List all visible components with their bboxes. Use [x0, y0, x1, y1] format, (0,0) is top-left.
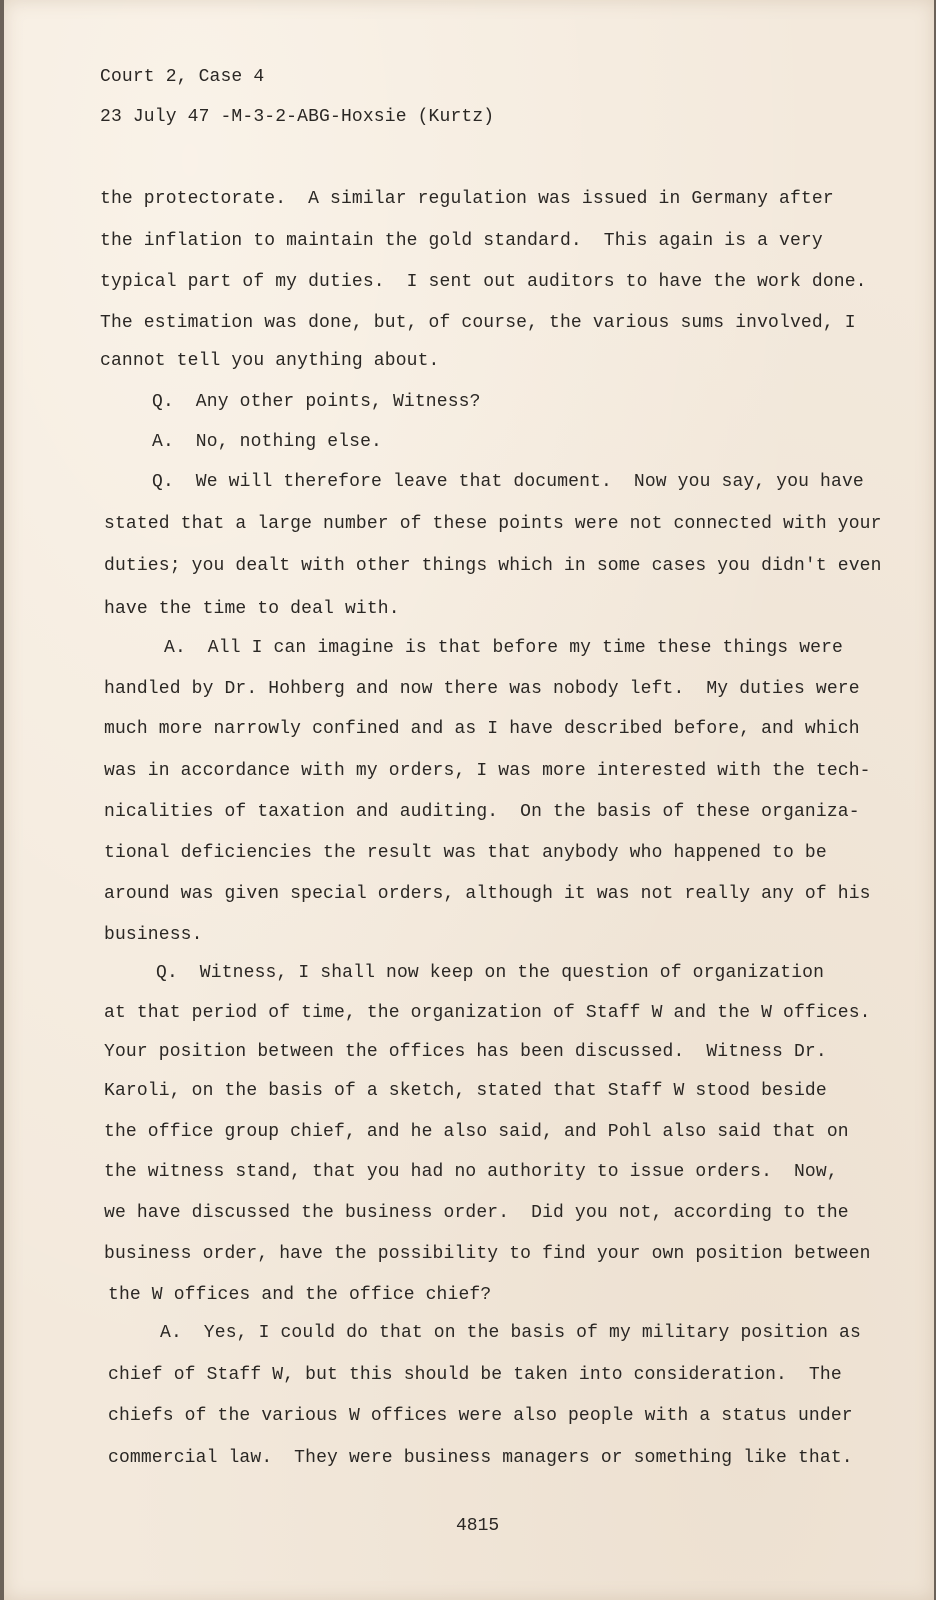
text-line: tional deficiencies the result was that anybody who happened to be: [104, 843, 827, 863]
text-line: chiefs of the various W offices were also people with a status under: [108, 1406, 853, 1426]
answer-line: A. Yes, I could do that on the basis of my military position as: [160, 1323, 861, 1343]
text-line: duties; you dealt with other things which in some cases you didn't even: [104, 556, 882, 576]
text-line: was in accordance with my orders, I was more interested with the tech-: [104, 761, 871, 781]
text-line: Your position between the offices has been discussed. Witness Dr.: [104, 1042, 827, 1062]
text-line: stated that a large number of these points were not connected with your: [104, 514, 882, 534]
answer-line: A. All I can imagine is that before my time these things were: [164, 638, 844, 658]
text-line: the inflation to maintain the gold standard. This again is a very: [100, 231, 823, 251]
text-line: the office group chief, and he also said, and Pohl also said that on: [104, 1122, 849, 1142]
text-line: business.: [104, 925, 203, 945]
text-line: The estimation was done, but, of course, the various sums involved, I: [100, 313, 856, 333]
page-number: 4815: [456, 1516, 500, 1536]
text-line: business order, have the possibility to find your own position between: [104, 1244, 871, 1264]
answer-line: A. No, nothing else.: [152, 432, 382, 452]
text-line: chief of Staff W, but this should be taken into consideration. The: [108, 1365, 842, 1385]
document-page: [4, 0, 934, 1600]
text-line: commercial law. They were business managers or something like that.: [108, 1448, 853, 1468]
text-line: have the time to deal with.: [104, 599, 400, 619]
text-line: the protectorate. A similar regulation was issued in Germany after: [100, 189, 834, 209]
question-line: Q. We will therefore leave that document. Now you say, you have: [152, 472, 864, 492]
text-line: nicalities of taxation and auditing. On the basis of these organiza-: [104, 802, 860, 822]
text-line: around was given special orders, although it was not really any of his: [104, 884, 871, 904]
text-line: much more narrowly confined and as I have described before, and which: [104, 719, 860, 739]
question-line: Q. Witness, I shall now keep on the question of organization: [156, 963, 825, 983]
court-case-label: Court 2, Case 4: [100, 67, 265, 87]
text-line: typical part of my duties. I sent out auditors to have the work done.: [100, 272, 867, 292]
session-line: 23 July 47 -M-3-2-ABG-Hoxsie (Kurtz): [100, 107, 495, 127]
text-line: the W offices and the office chief?: [108, 1285, 492, 1305]
text-line: handled by Dr. Hohberg and now there was nobody left. My duties were: [104, 679, 860, 699]
text-line: Karoli, on the basis of a sketch, stated that Staff W stood beside: [104, 1081, 827, 1101]
text-line: at that period of time, the organization of Staff W and the W offices.: [104, 1003, 871, 1023]
text-line: cannot tell you anything about.: [100, 351, 440, 371]
question-line: Q. Any other points, Witness?: [152, 392, 481, 412]
text-line: the witness stand, that you had no authority to issue orders. Now,: [104, 1162, 838, 1182]
text-line: we have discussed the business order. Did you not, according to the: [104, 1203, 849, 1223]
